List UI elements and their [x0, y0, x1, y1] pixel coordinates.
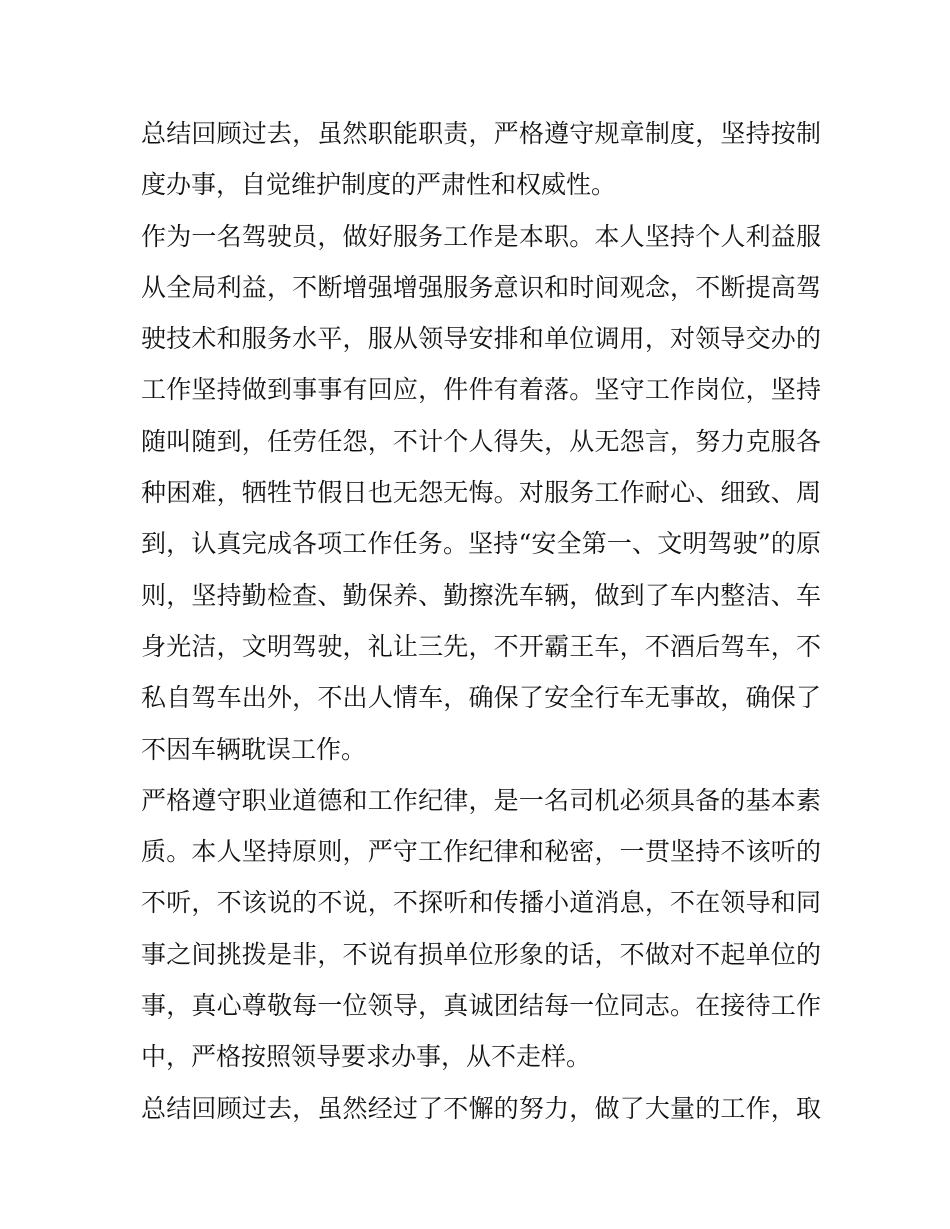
- text-line: 事之间挑拨是非，不说有损单位形象的话，不做对不起单位的: [141, 939, 821, 969]
- text-line: 作为一名驾驶员，做好服务工作是本职。本人坚持个人利益服: [141, 221, 821, 251]
- document-body: [141, 108, 821, 1134]
- text-line: 则，坚持勤检查、勤保养、勤擦洗车辆，做到了车内整洁、车: [141, 580, 821, 610]
- text-line: 严格遵守职业道德和工作纪律，是一名司机必须具备的基本素: [141, 785, 821, 815]
- text-line: 种困难，牺牲节假日也无怨无悔。对服务工作耐心、细致、周: [141, 478, 821, 508]
- text-line: 驶技术和服务水平，服从领导安排和单位调用，对领导交办的: [141, 324, 821, 354]
- paragraph-1: [141, 108, 821, 211]
- text-line: 随叫随到，任劳任怨，不计个人得失，从无怨言，努力克服各: [141, 426, 821, 456]
- text-line: 从全局利益，不断增强增强服务意识和时间观念，不断提高驾: [141, 272, 821, 302]
- text-line: 事，真心尊敬每一位领导，真诚团结每一位同志。在接待工作: [141, 991, 821, 1021]
- paragraph-3: [141, 775, 821, 1083]
- text-line: 质。本人坚持原则，严守工作纪律和秘密，一贯坚持不该听的: [141, 837, 821, 867]
- text-line: 度办事，自觉维护制度的严肃性和权威性。: [141, 170, 617, 200]
- paragraph-4: [141, 1083, 821, 1134]
- paragraph-2: [141, 211, 821, 775]
- text-line: 工作坚持做到事事有回应，件件有着落。坚守工作岗位，坚持: [141, 375, 821, 405]
- text-line: 私自驾车出外，不出人情车，确保了安全行车无事故，确保了: [141, 683, 821, 713]
- text-line: 身光洁，文明驾驶，礼让三先，不开霸王车，不酒后驾车，不: [141, 631, 821, 661]
- text-line: 中，严格按照领导要求办事，从不走样。: [141, 1042, 592, 1072]
- text-line: 总结回顾过去，虽然职能职责，严格遵守规章制度，坚持按制: [141, 119, 821, 148]
- text-line: 到，认真完成各项工作任务。坚持“安全第一、文明驾驶”的原: [141, 529, 821, 559]
- text-line: 不听，不该说的不说，不探听和传播小道消息，不在领导和同: [141, 888, 821, 918]
- text-line: 不因车辆耽误工作。: [141, 734, 367, 764]
- text-line: 总结回顾过去，虽然经过了不懈的努力，做了大量的工作，取: [141, 1093, 821, 1123]
